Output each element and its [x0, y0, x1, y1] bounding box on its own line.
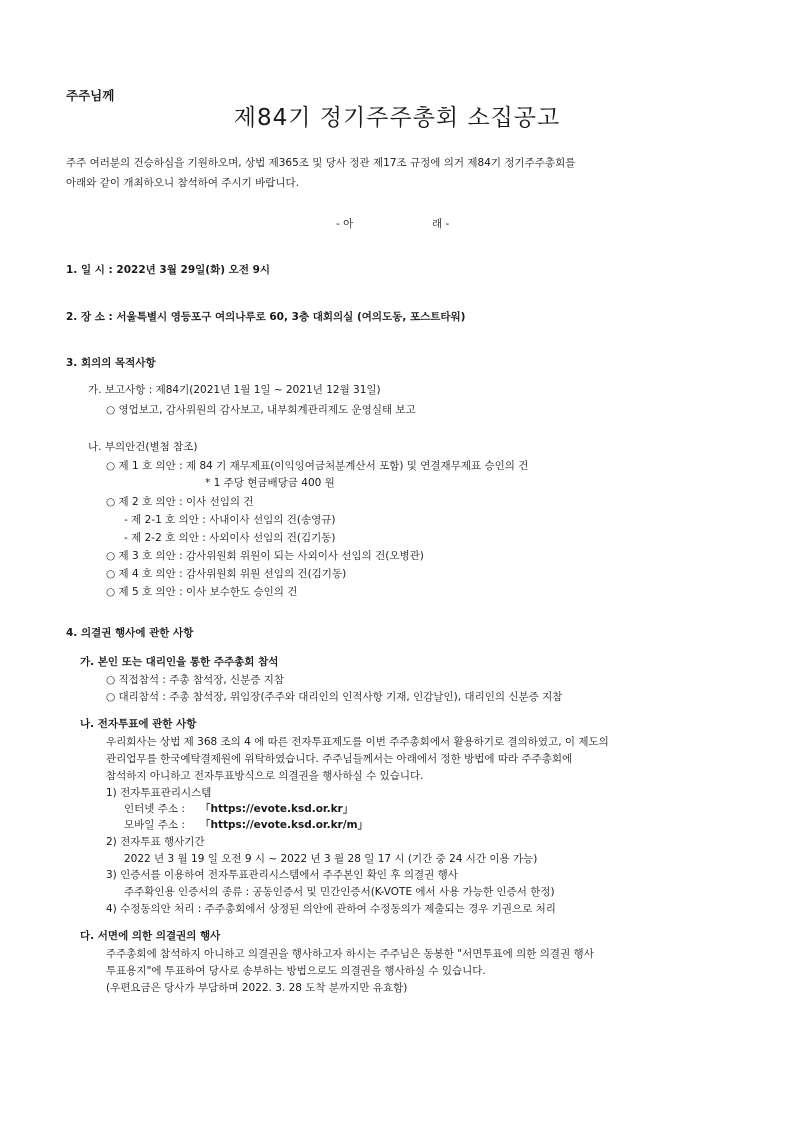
attendance-heading: 가. 본인 또는 대리인을 통한 주주총회 참석 [80, 656, 279, 668]
attendance-line: ○ 대리참석 : 주총 참석장, 위임장(주주와 대리인의 인적사항 기재, 인감날인), 대리인의 신분증 지참 [106, 691, 563, 703]
evote-heading: 나. 전자투표에 관한 사항 [80, 718, 197, 730]
evote-line: 1) 전자투표관리시스템 [106, 787, 212, 799]
written-vote-line: (우편요금은 당사가 부담하며 2022. 3. 28 도착 분까지만 유효함) [106, 982, 408, 994]
evote-line: 참석하지 아니하고 전자투표방식으로 의결권을 행사하실 수 있습니다. [106, 770, 424, 782]
agenda-item: ○ 제 3 호 의안 : 감사위원회 위원이 되는 사외이사 선임의 건(오병관) [106, 550, 424, 562]
item-location: 2. 장 소 : 서울특별시 영등포구 여의나루로 60, 3층 대회의실 (여의도동, 포스트타워) [66, 311, 466, 323]
item-agenda-heading: 3. 회의의 목적사항 [66, 357, 156, 369]
internet-label: 인터넷 주소 : [124, 803, 185, 815]
evote-line: 관리업무를 한국예탁결제원에 위탁하였습니다. 주주님들께서는 아래에서 정한 방법에 따라 주주총회에 [106, 753, 573, 765]
intro-line: 아래와 같이 개최하오니 참석하여 주시기 바랍니다. [66, 177, 300, 189]
agenda-item: ○ 제 4 호 의안 : 감사위원회 위원 선임의 건(김기동) [106, 568, 347, 580]
agenda-note: * 1 주당 현금배당금 400 원 [205, 477, 335, 489]
evote-line: 2) 전자투표 행사기간 [106, 836, 205, 848]
agenda-subitem: - 제 2-1 호 의안 : 사내이사 선임의 건(송영규) [124, 514, 336, 526]
evote-line: 3) 인증서를 이용하여 전자투표관리시스템에서 주주본인 확인 후 의결권 행사 [106, 869, 458, 881]
page-title: 제84기 정기주주총회 소집공고 [233, 105, 561, 131]
intro-line: 주주 여러분의 건승하심을 기원하오며, 상법 제365조 및 당사 정관 제17조 규정에 의거 제84기 정기주주총회를 [66, 157, 576, 169]
mobile-url-link[interactable]: 「https://evote.ksd.or.kr/m」 [200, 819, 369, 831]
voting-heading: 4. 의결권 행사에 관한 사항 [66, 627, 194, 639]
mobile-label: 모바일 주소 : [124, 819, 185, 831]
attendance-line: ○ 직접참석 : 주총 참석장, 신분증 지참 [106, 674, 285, 686]
written-vote-line: 투표용지"에 투표하여 당사로 송부하는 방법으로도 의결권을 행사하실 수 있습니다. [106, 965, 486, 977]
evote-line: 4) 수정동의안 처리 : 주주총회에서 상정된 의안에 관하여 수정동의가 제출되는 경우 기권으로 처리 [106, 903, 556, 915]
agenda-item: ○ 제 5 호 의안 : 이사 보수한도 승인의 건 [106, 586, 298, 598]
agenda-heading: 나. 부의안건(별첨 참조) [88, 441, 198, 453]
salutation: 주주님께 [66, 88, 115, 103]
agenda-subitem: - 제 2-2 호 의안 : 사외이사 선임의 건(김기동) [124, 532, 336, 544]
written-vote-heading: 다. 서면에 의한 의결권의 행사 [80, 930, 221, 942]
report-heading: 가. 보고사항 : 제84기(2021년 1월 1일 ~ 2021년 12월 31일) [88, 384, 381, 396]
agenda-item: ○ 제 1 호 의안 : 제 84 기 재무제표(이익잉여금처분계산서 포함) 및 연결재무제표 승인의 건 [106, 460, 529, 472]
below-marker-left: - 아 [336, 218, 354, 230]
report-line: ○ 영업보고, 감사위원의 감사보고, 내부회계관리제도 운영실태 보고 [106, 404, 416, 416]
item-datetime: 1. 일 시 : 2022년 3월 29일(화) 오전 9시 [66, 264, 271, 276]
agenda-item: ○ 제 2 호 의안 : 이사 선임의 건 [106, 496, 254, 508]
evote-line: 2022 년 3 월 19 일 오전 9 시 ~ 2022 년 3 월 28 일 17 시 (기간 중 24 시간 이용 가능) [124, 853, 538, 865]
evote-line: 주주확인용 인증서의 종류 : 공동인증서 및 민간인증서(K-VOTE 에서 사용 가능한 인증서 한정) [124, 886, 555, 898]
below-marker-right: 래 - [432, 218, 450, 230]
evote-line: 우리회사는 상법 제 368 조의 4 에 따른 전자투표제도를 이번 주주총회에서 활용하기로 결의하였고, 이 제도의 [106, 736, 609, 748]
written-vote-line: 주주총회에 참석하지 아니하고 의결권을 행사하고자 하시는 주주님은 동봉한 "서면투표에 의한 의결권 행사 [106, 948, 594, 960]
internet-url-link[interactable]: 「https://evote.ksd.or.kr」 [200, 803, 354, 815]
